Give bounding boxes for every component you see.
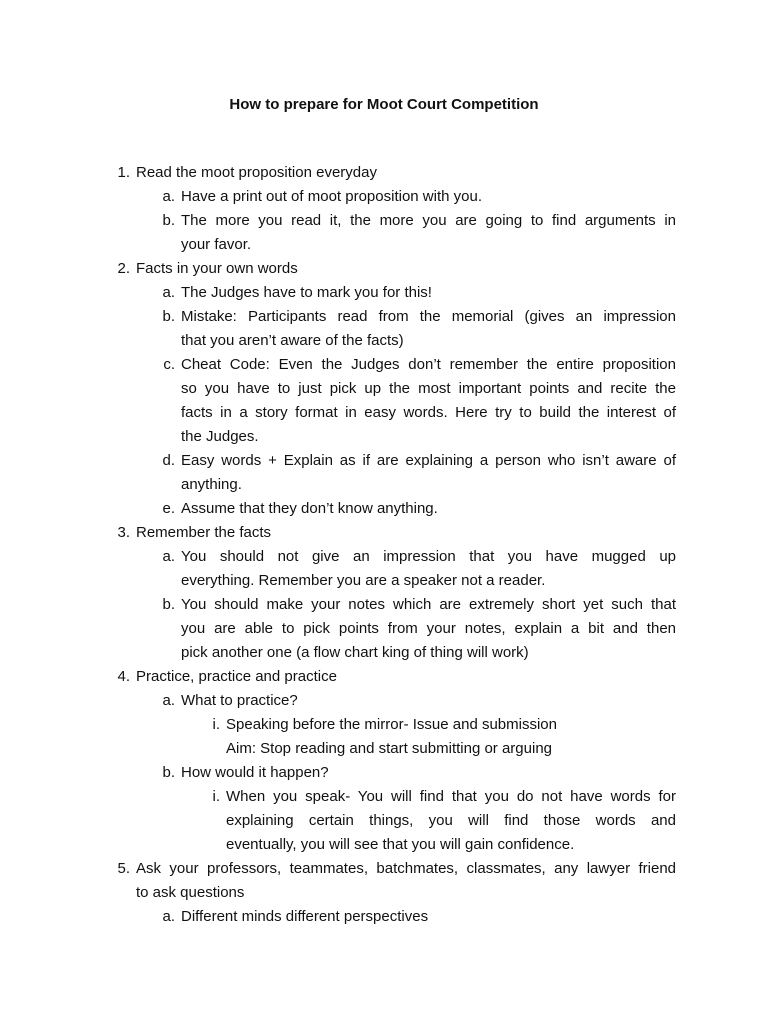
sub-list-item-text: You should make your notes which are extremely short yet such that bbox=[181, 596, 676, 613]
sub-list-item-text: everything. Remember you are a speaker not a reader. bbox=[181, 572, 546, 589]
sub-list-item-text: The Judges have to mark you for this! bbox=[181, 284, 432, 301]
sub-list-item-text: Different minds different perspectives bbox=[181, 908, 429, 925]
list-marker: 1. bbox=[117, 164, 130, 181]
sub-list-item-text: The more you read it, the more you are going to find arguments in bbox=[181, 212, 676, 229]
sub-list-item-text: anything. bbox=[181, 476, 242, 493]
sub-list-item-text: Cheat Code: Even the Judges don’t remember the entire proposition bbox=[181, 356, 676, 373]
sub-list-item-text: the Judges. bbox=[181, 428, 259, 445]
sub-list-item-text: so you have to just pick up the most important points and recite the bbox=[181, 380, 676, 397]
sub-list-item-text: pick another one (a flow chart king of thing will work) bbox=[181, 644, 529, 661]
sub-list-item-text: you are able to pick points from your notes, explain a bit and then bbox=[181, 620, 676, 637]
sub-list-item-text: Mistake: Participants read from the memorial (gives an impression bbox=[181, 308, 676, 325]
sub-list-marker: b. bbox=[162, 764, 175, 781]
list-item-text: Ask your professors, teammates, batchmates, classmates, any lawyer friend bbox=[136, 860, 676, 877]
sub-list-marker: e. bbox=[162, 500, 175, 517]
sub-list-marker: b. bbox=[162, 308, 175, 325]
sub-list-item-text: that you aren’t aware of the facts) bbox=[181, 332, 404, 349]
list-marker: 2. bbox=[117, 260, 130, 277]
list-item-text: Facts in your own words bbox=[136, 260, 298, 277]
sub-sub-list-item-text: explaining certain things, you will find those words and bbox=[226, 812, 676, 829]
sub-list-marker: a. bbox=[162, 692, 175, 709]
sub-list-marker: c. bbox=[163, 356, 175, 373]
sub-sub-list-item-text: When you speak- You will find that you do not have words for bbox=[226, 788, 676, 805]
sub-sub-list-marker: i. bbox=[212, 716, 220, 733]
list-item-text: Remember the facts bbox=[136, 524, 272, 541]
list-marker: 4. bbox=[117, 668, 130, 685]
list-marker: 5. bbox=[117, 860, 130, 877]
sub-list-item-text: You should not give an impression that you have mugged up bbox=[181, 548, 676, 565]
sub-list-marker: b. bbox=[162, 212, 175, 229]
sub-list-item-text: facts in a story format in easy words. Here try to build the interest of bbox=[181, 404, 676, 421]
sub-list-item-text: Have a print out of moot proposition with you. bbox=[181, 188, 482, 205]
document-title: How to prepare for Moot Court Competition bbox=[229, 96, 539, 113]
sub-list-marker: b. bbox=[162, 596, 175, 613]
sub-sub-list-marker: i. bbox=[212, 788, 220, 805]
sub-sub-list-item-text: eventually, you will see that you will gain confidence. bbox=[226, 836, 575, 853]
list-item-text: Practice, practice and practice bbox=[136, 668, 337, 685]
sub-sub-list-item-text: Aim: Stop reading and start submitting or arguing bbox=[226, 740, 553, 757]
sub-list-marker: a. bbox=[162, 908, 175, 925]
list-item-text: Read the moot proposition everyday bbox=[136, 164, 377, 181]
sub-sub-list-item-text: Speaking before the mirror- Issue and submission bbox=[226, 716, 557, 733]
sub-list-item-text: your favor. bbox=[181, 236, 252, 253]
sub-list-marker: d. bbox=[162, 452, 175, 469]
sub-list-item-text: Assume that they don’t know anything. bbox=[181, 500, 438, 517]
list-item-text: to ask questions bbox=[136, 884, 245, 901]
sub-list-marker: a. bbox=[162, 548, 175, 565]
list-marker: 3. bbox=[117, 524, 130, 541]
sub-list-item-text: Easy words + Explain as if are explaining a person who isn’t aware of bbox=[181, 452, 676, 469]
sub-list-marker: a. bbox=[162, 284, 175, 301]
sub-list-item-text: What to practice? bbox=[181, 692, 298, 709]
sub-list-marker: a. bbox=[162, 188, 175, 205]
sub-list-item-text: How would it happen? bbox=[181, 764, 329, 781]
